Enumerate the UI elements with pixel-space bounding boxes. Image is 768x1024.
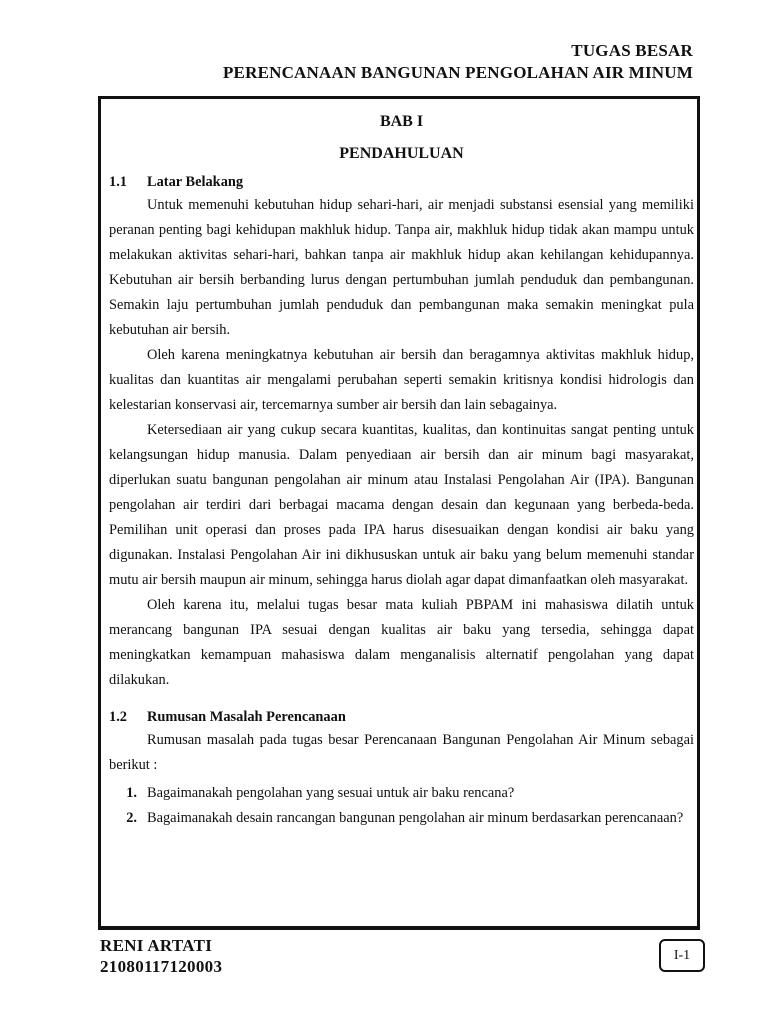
page-number: I-1 bbox=[673, 947, 691, 963]
paragraph: Oleh karena itu, melalui tugas besar mata kuliah PBPAM ini mahasiswa dilatih untuk merancang bangunan IPA sesuai dengan kualitas air baku yang tersedia, sehingga dapat meningkatkan kemampuan mahasiswa dalam menganalisis alternatif pengolahan yang dapat dilakukan. bbox=[109, 597, 694, 688]
paragraph: Untuk memenuhi kebutuhan hidup sehari-hari, air menjadi substansi esensial yang memiliki peranan penting bagi kehidupan makhluk hidup. Tanpa air, makhluk hidup tidak akan mampu untuk melakukan aktivitas sehari-hari, bahkan tanpa air makhluk hidup akan kehilangan kehidupannya. Kebutuhan air bersih berbanding lurus dengan pertumbuhan jumlah penduduk dan pembangunan. Semakin laju pertumbuhan jumlah penduduk dan pembangunan maka semakin meningkat pula kebutuhan air bersih. bbox=[109, 197, 694, 338]
list-item bbox=[109, 806, 694, 831]
chapter-title: PENDAHULUAN bbox=[339, 145, 464, 162]
page-content bbox=[109, 110, 694, 831]
paragraph: Rumusan masalah pada tugas besar Perencanaan Bangunan Pengolahan Air Minum sebagai berikut : bbox=[109, 732, 694, 773]
page-number-box bbox=[659, 939, 705, 972]
document-header bbox=[223, 40, 693, 84]
list-item-text: Bagaimanakah desain rancangan bangunan pengolahan air minum berdasarkan perencanaan? bbox=[147, 810, 684, 826]
list-item-number: 1. bbox=[126, 785, 137, 801]
section-title: Latar Belakang bbox=[147, 174, 244, 190]
list-item-text: Bagaimanakah pengolahan yang sesuai untuk air baku rencana? bbox=[147, 785, 515, 801]
author-name: RENI ARTATI bbox=[100, 936, 213, 955]
list-item-number: 2. bbox=[126, 810, 137, 826]
chapter-label: BAB I bbox=[379, 113, 424, 130]
section-title: Rumusan Masalah Perencanaan bbox=[147, 709, 346, 725]
paragraph: Ketersediaan air yang cukup secara kuantitas, kualitas, dan kontinuitas sangat penting untuk kelangsungan hidup manusia. Dalam penyediaan air bersih dan air minum bagi masyarakat, diperlukan suatu bangunan pengolahan air minum atau Instalasi Pengolahan Air (IPA). Bangunan pengolahan air terdiri dari berbagai macama dengan desain dan kegunaan yang berbeda-beda. Pemilihan unit operasi dan proses pada IPA harus disesuaikan dengan kondisi air baku yang digunakan. Instalasi Pengolahan Air ini dikhususkan untuk air baku yang belum memenuhi standar mutu air bersih maupun air minum, sehingga harus diolah agar dapat dimanfaatkan oleh masyarakat. bbox=[109, 422, 694, 588]
section-heading-1-2 bbox=[109, 707, 694, 727]
document-footer bbox=[100, 935, 222, 977]
student-id: 21080117120003 bbox=[100, 957, 223, 976]
list-item bbox=[109, 781, 694, 806]
numbered-list bbox=[109, 781, 694, 831]
header-line-1: TUGAS BESAR bbox=[571, 41, 693, 60]
paragraph: Oleh karena meningkatnya kebutuhan air bersih dan beragamnya aktivitas makhluk hidup, kualitas dan kuantitas air mengalami perubahan seperti semakin kritisnya kondisi hidrologis dan kelestarian konservasi air, tercemarnya sumber air bersih dan lain sebagainya. bbox=[109, 347, 694, 413]
section-heading-1-1 bbox=[109, 172, 694, 192]
section-number: 1.2 bbox=[109, 709, 127, 725]
section-number: 1.1 bbox=[109, 174, 127, 190]
header-line-2: PERENCANAAN BANGUNAN PENGOLAHAN AIR MINUM bbox=[222, 63, 693, 82]
